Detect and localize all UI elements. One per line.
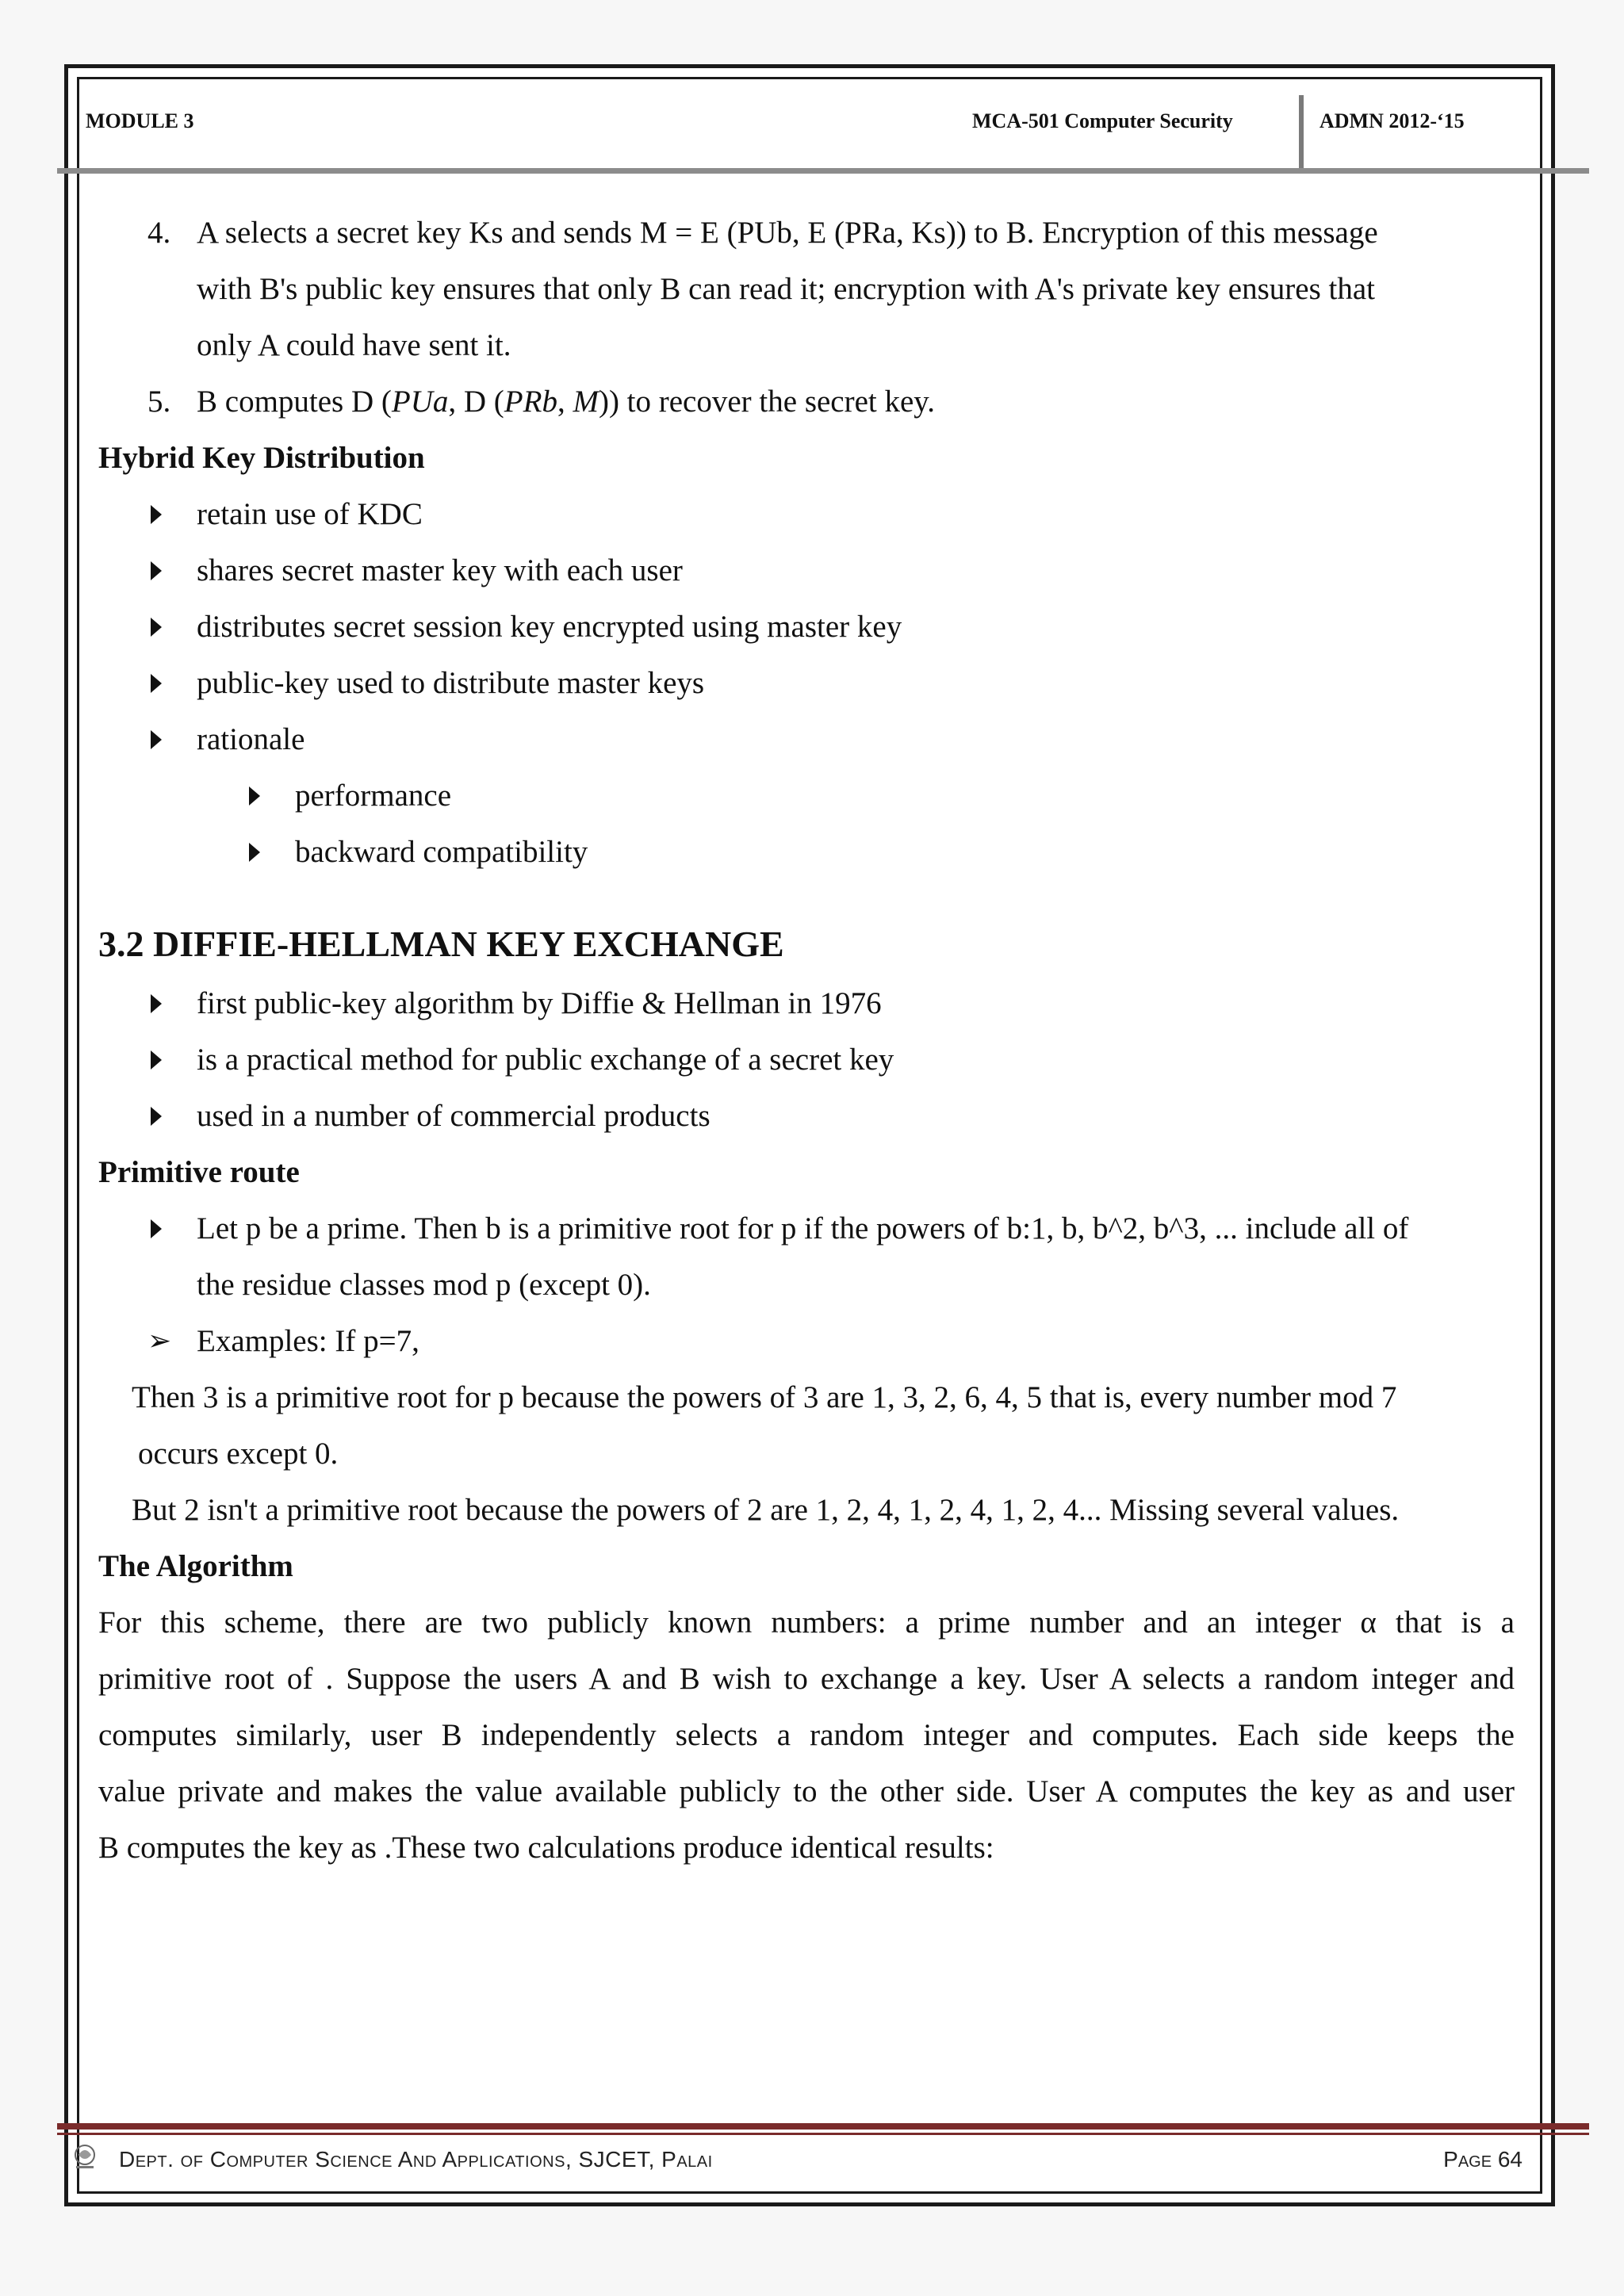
- primitive-item: [98, 1200, 1515, 1257]
- step-4-cont: with B's public key ensures that only B can read it; encryption with A's private key ensures that: [197, 272, 1375, 306]
- hybrid-subitem: [98, 767, 1515, 824]
- admn-label: ADMN 2012-‘15: [1320, 109, 1465, 132]
- arrow-bullet-icon: [151, 1050, 162, 1070]
- step-text-italic: PUa: [391, 385, 449, 419]
- primitive-heading: Primitive route: [98, 1155, 300, 1189]
- arrow-bullet-icon: [249, 843, 260, 862]
- dh-item: [98, 1031, 1515, 1088]
- header-separator: [1299, 95, 1304, 168]
- algorithm-line: value private and makes the value available publicly to the other side. User A computes the key as and user: [98, 1774, 1515, 1808]
- section-title: 3.2 DIFFIE-HELLMAN KEY EXCHANGE: [98, 924, 784, 964]
- hybrid-item-text: distributes secret session key encrypted using master key: [197, 610, 902, 644]
- dh-item-text: used in a number of commercial products: [197, 1099, 710, 1133]
- algorithm-line: For this scheme, there are two publicly known numbers: a prime number and an integer α that is a: [98, 1605, 1515, 1640]
- algorithm-line: computes similarly, user B independently selects a random integer and computes. Each side keeps the: [98, 1718, 1515, 1752]
- dh-item: [98, 1088, 1515, 1144]
- step-text-part: , D (: [448, 385, 504, 419]
- example-then-line: Then 3 is a primitive root for p because the powers of 3 are 1, 3, 2, 6, 4, 5 that is, every number mod 7: [132, 1380, 1397, 1414]
- step-5: [98, 373, 1515, 430]
- college-logo-icon: [71, 2142, 98, 2171]
- hybrid-subitem: [98, 824, 1515, 880]
- dh-item-text: is a practical method for public exchange of a secret key: [197, 1043, 894, 1077]
- hybrid-item: [98, 599, 1515, 655]
- arrow-bullet-icon: [151, 674, 162, 693]
- algorithm-line: primitive root of . Suppose the users A and B wish to exchange a key. User A selects a random integer and: [98, 1662, 1515, 1696]
- step-text-part: )) to recover the secret key.: [598, 385, 936, 419]
- step-4: [98, 205, 1515, 261]
- hybrid-subitem-text: performance: [295, 779, 452, 813]
- footer-department: Dept. of Computer Science And Applications, SJCET, Palai: [119, 2147, 713, 2172]
- chevron-bullet-icon: ➢: [147, 1325, 172, 1357]
- arrow-bullet-icon: [151, 1219, 162, 1238]
- step-4-cont: only A could have sent it.: [197, 328, 511, 362]
- step-text: A selects a secret key Ks and sends M = E (PUb, E (PRa, Ks)) to B. Encryption of this message: [197, 216, 1378, 250]
- hybrid-item: [98, 655, 1515, 711]
- hybrid-item-text: retain use of KDC: [197, 497, 423, 531]
- arrow-bullet-icon: [151, 561, 162, 580]
- step-number: 5.: [147, 385, 171, 419]
- dh-item-text: first public-key algorithm by Diffie & Hellman in 1976: [197, 986, 882, 1020]
- step-text-part: ,: [557, 385, 573, 419]
- page-header: [86, 95, 1545, 159]
- hybrid-subitem-text: backward compatibility: [295, 835, 588, 869]
- algorithm-heading: The Algorithm: [98, 1549, 293, 1583]
- algorithm-last-line: B computes the key as .These two calculations produce identical results:: [98, 1831, 994, 1865]
- arrow-bullet-icon: [151, 505, 162, 524]
- arrow-bullet-icon: [151, 994, 162, 1013]
- footer-page-number: Page 64: [1443, 2147, 1522, 2172]
- dh-item: [98, 975, 1515, 1031]
- example-text: Examples: If p=7,: [197, 1324, 419, 1358]
- hybrid-item: [98, 542, 1515, 599]
- hybrid-heading: Hybrid Key Distribution: [98, 441, 425, 475]
- example-then-line: occurs except 0.: [138, 1437, 339, 1471]
- step-text-italic: PRb: [504, 385, 557, 419]
- module-label: MODULE 3: [86, 109, 194, 132]
- hybrid-item-text: shares secret master key with each user: [197, 553, 683, 587]
- arrow-bullet-icon: [151, 618, 162, 637]
- course-label: MCA-501 Computer Security: [972, 109, 1233, 132]
- footer-rule-thin: [57, 2133, 1589, 2135]
- page-footer: [71, 2141, 1522, 2180]
- hybrid-item-text: public-key used to distribute master keys: [197, 666, 705, 700]
- footer-rule: [57, 2123, 1589, 2130]
- step-text-italic: M: [573, 385, 599, 419]
- hybrid-item: [98, 486, 1515, 542]
- arrow-bullet-icon: [249, 786, 260, 806]
- page-content: [98, 205, 1515, 1876]
- arrow-bullet-icon: [151, 730, 162, 749]
- arrow-bullet-icon: [151, 1107, 162, 1126]
- step-number: 4.: [147, 216, 171, 250]
- example-but-line: But 2 isn't a primitive root because the powers of 2 are 1, 2, 4, 1, 2, 4, 1, 2, 4... Missing several values.: [132, 1493, 1400, 1527]
- primitive-item-text: Let p be a prime. Then b is a primitive root for p if the powers of b:1, b, b^2, b^3, ... include all of: [197, 1211, 1409, 1246]
- primitive-item-cont: the residue classes mod p (except 0).: [197, 1268, 651, 1302]
- hybrid-item-text: rationale: [197, 722, 305, 756]
- hybrid-item: [98, 711, 1515, 767]
- header-rule: [57, 168, 1589, 174]
- step-text-part: B computes D (: [197, 385, 392, 419]
- example-item: [98, 1313, 1515, 1369]
